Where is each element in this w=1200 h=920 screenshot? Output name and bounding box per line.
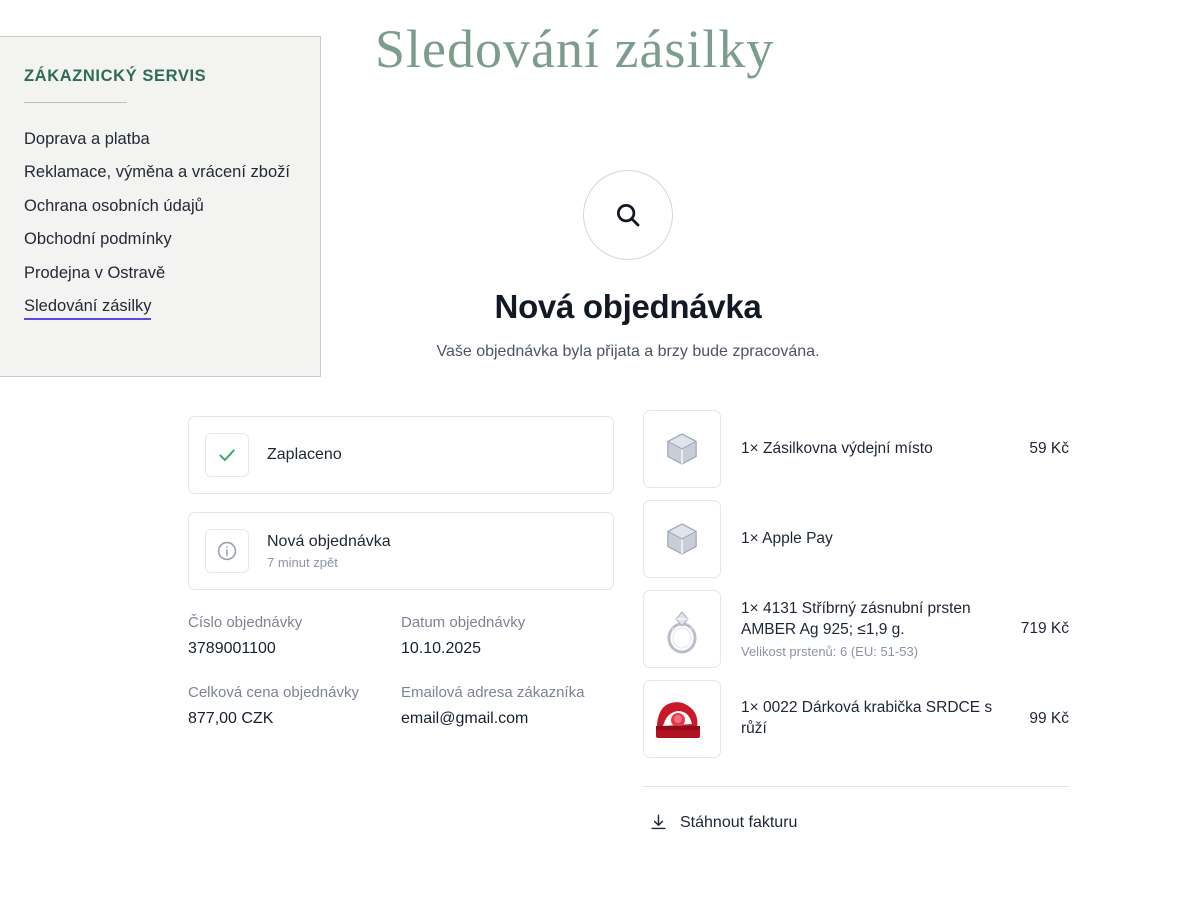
sidebar-item-label: Reklamace, výměna a vrácení zboží [24, 163, 290, 182]
check-icon [205, 433, 249, 477]
item-variant: Velikost prstenů: 6 (EU: 51-53) [741, 644, 919, 660]
info-icon [205, 529, 249, 573]
meta-label: Číslo objednávky [188, 614, 303, 631]
item-name: 1× 0022 Dárková krabička SRDCE s růží [741, 699, 993, 737]
item-price: 59 Kč [1029, 440, 1069, 457]
sidebar-item-doprava-a-platba[interactable] [24, 123, 296, 156]
download-invoice-button[interactable] [643, 787, 1069, 832]
sidebar-item-label: Prodejna v Ostravě [24, 263, 166, 282]
sidebar-divider [24, 102, 127, 103]
box-icon [643, 500, 721, 578]
meta-label: Emailová adresa zákazníka [401, 684, 585, 701]
search-icon [613, 200, 643, 230]
list-item [643, 410, 1069, 488]
order-status-block [188, 170, 1068, 361]
sidebar-title: ZÁKAZNICKÝ SERVIS [24, 67, 207, 85]
status-icon-circle [583, 170, 673, 260]
meta-order-date [401, 614, 614, 658]
list-item [643, 500, 1069, 578]
item-price: 719 Kč [1020, 620, 1069, 637]
status-title: Nová objednávka [494, 288, 762, 325]
download-invoice-label: Stáhnout fakturu [680, 813, 798, 831]
status-card-label: Zaplaceno [267, 446, 342, 463]
list-item [643, 590, 1069, 668]
gift-box-product-photo [643, 680, 721, 758]
meta-customer-email [401, 684, 614, 728]
status-card-label: Nová objednávka [267, 532, 391, 550]
status-card-time: 7 minut zpět [267, 554, 338, 570]
status-card-new-order [188, 512, 614, 590]
sidebar-item-label: Doprava a platba [24, 130, 150, 148]
sidebar-item-label: Obchodní podmínky [24, 230, 172, 249]
meta-value: 3789001100 [188, 640, 276, 657]
meta-order-total [188, 684, 401, 728]
order-meta-grid [188, 614, 614, 754]
sidebar-item-label: Sledování zásilky [24, 297, 151, 320]
item-price: 99 Kč [1029, 710, 1069, 727]
order-details-column [188, 416, 614, 754]
status-card-paid [188, 416, 614, 494]
ring-product-photo [643, 590, 721, 668]
download-icon [649, 813, 668, 832]
list-item [643, 680, 1069, 758]
box-icon [643, 410, 721, 488]
meta-order-number [188, 614, 401, 658]
item-name: 1× Apple Pay [741, 529, 833, 547]
sidebar-item-label: Ochrana osobních údajů [24, 196, 204, 215]
meta-value: email@gmail.com [401, 710, 529, 727]
meta-label: Datum objednávky [401, 614, 526, 631]
item-name: 1× Zásilkovna výdejní místo [741, 439, 933, 457]
meta-value: 10.10.2025 [401, 640, 482, 657]
meta-label: Celková cena objednávky [188, 684, 359, 701]
item-name: 1× 4131 Stříbrný zásnubní prsten AMBER Ag 925; ≤1,9 g. [741, 599, 971, 638]
order-items-column [643, 410, 1069, 832]
meta-value: 877,00 CZK [188, 710, 274, 727]
page-title: Sledování zásilky [375, 19, 775, 79]
status-subtitle: Vaše objednávka byla přijata a brzy bude zpracována. [436, 343, 820, 360]
